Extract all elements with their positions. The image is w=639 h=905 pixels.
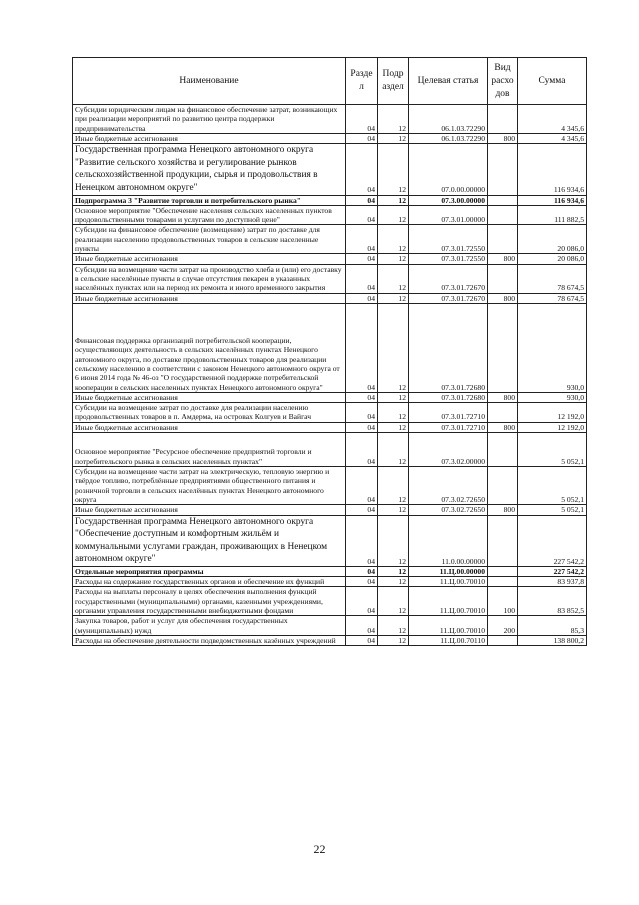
row-summa-cell: 5 052,1 [518, 505, 587, 515]
row-summa-cell: 5 052,1 [518, 433, 587, 467]
row-name-cell: Расходы на содержание государственных органов и обеспечение их функций [73, 577, 346, 587]
row-summa-cell: 83 852,5 [518, 587, 587, 616]
row-podrazdel-cell: 12 [378, 392, 409, 402]
row-vid-rashodov-cell [488, 303, 518, 392]
table-row [73, 505, 587, 515]
table-row [73, 635, 587, 645]
row-name-cell: Закупка товаров, работ и услуг для обеспечения государственных (муниципальных) нужд [73, 616, 346, 636]
row-razdel-cell: 04 [346, 105, 378, 134]
row-razdel-cell: 04 [346, 205, 378, 225]
row-podrazdel-cell: 12 [378, 225, 409, 254]
row-razdel-cell: 04 [346, 422, 378, 432]
row-podrazdel-cell: 12 [378, 293, 409, 303]
row-vid-rashodov-cell [488, 105, 518, 134]
row-summa-cell: 116 934,6 [518, 144, 587, 195]
row-summa-cell: 78 674,5 [518, 293, 587, 303]
table-row [73, 566, 587, 576]
row-name-cell: Иные бюджетные ассигнования [73, 133, 346, 143]
row-vid-rashodov-cell [488, 264, 518, 293]
table-row [73, 264, 587, 293]
row-razdel-cell: 04 [346, 264, 378, 293]
table-row [73, 433, 587, 467]
table-row [73, 392, 587, 402]
row-name-cell: Подпрограмма 3 "Развитие торговли и потребительского рынка" [73, 195, 346, 205]
row-razdel-cell: 04 [346, 433, 378, 467]
row-razdel-cell: 04 [346, 144, 378, 195]
table-row [73, 587, 587, 616]
table-header-row [73, 58, 587, 105]
row-summa-cell: 78 674,5 [518, 264, 587, 293]
row-razdel-cell: 04 [346, 587, 378, 616]
row-razdel-cell: 04 [346, 293, 378, 303]
row-vid-rashodov-cell [488, 467, 518, 505]
row-summa-cell: 227 542,2 [518, 566, 587, 576]
row-razdel-cell: 04 [346, 515, 378, 566]
row-name-cell: Расходы на обеспечение деятельности подведомственных казённых учреждений [73, 635, 346, 645]
row-name-cell: Иные бюджетные ассигнования [73, 293, 346, 303]
row-name-cell: Субсидии на возмещение части затрат на электрическую, тепловую энергию и твёрдое топливо, потреблённые предприятиями общественного питания и розничной торговли в сельских населённых пунктах Ненецкого автономного округа [73, 467, 346, 505]
row-razdel-cell: 04 [346, 225, 378, 254]
row-name-cell: Субсидии на финансовое обеспечение (возмещение) затрат по доставке для реализации населению продовольственных товаров в сельские населенные пункты [73, 225, 346, 254]
row-podrazdel-cell: 12 [378, 587, 409, 616]
table-row [73, 577, 587, 587]
row-podrazdel-cell: 12 [378, 422, 409, 432]
table-row [73, 254, 587, 264]
row-name-cell: Субсидии юридическим лицам на финансовое обеспечение затрат, возникающих при реализации мероприятий по развитию центра поддержки предпринимательства [73, 105, 346, 134]
table-row [73, 225, 587, 254]
row-razdel-cell: 04 [346, 403, 378, 423]
row-summa-cell: 5 052,1 [518, 467, 587, 505]
row-celevaya-statya-cell: 07.3.00.00000 [409, 195, 488, 205]
row-vid-rashodov-cell [488, 566, 518, 576]
row-podrazdel-cell: 12 [378, 205, 409, 225]
header-vid-rashodov: Вид расхо дов [488, 58, 518, 105]
row-vid-rashodov-cell: 200 [488, 616, 518, 636]
row-celevaya-statya-cell: 07.3.01.00000 [409, 205, 488, 225]
row-summa-cell: 227 542,2 [518, 515, 587, 566]
row-celevaya-statya-cell: 07.3.01.72710 [409, 422, 488, 432]
table-row [73, 205, 587, 225]
budget-table [72, 57, 587, 646]
row-summa-cell: 85,3 [518, 616, 587, 636]
row-razdel-cell: 04 [346, 566, 378, 576]
header-podrazdel: Подр аздел [378, 58, 409, 105]
row-podrazdel-cell: 12 [378, 616, 409, 636]
table-row [73, 303, 587, 392]
row-name-cell: Основное мероприятие "Ресурсное обеспечение предприятий торговли и потребительского рынка в сельских населенных пунктах" [73, 433, 346, 467]
row-podrazdel-cell: 12 [378, 303, 409, 392]
row-vid-rashodov-cell: 800 [488, 505, 518, 515]
row-celevaya-statya-cell: 11.0.00.00000 [409, 515, 488, 566]
row-podrazdel-cell: 12 [378, 403, 409, 423]
row-razdel-cell: 04 [346, 133, 378, 143]
row-podrazdel-cell: 12 [378, 433, 409, 467]
table-row [73, 293, 587, 303]
header-summa: Сумма [518, 58, 587, 105]
row-celevaya-statya-cell: 07.0.00.00000 [409, 144, 488, 195]
page-number: 22 [313, 842, 326, 856]
row-razdel-cell: 04 [346, 505, 378, 515]
row-podrazdel-cell: 12 [378, 467, 409, 505]
row-vid-rashodov-cell [488, 144, 518, 195]
row-vid-rashodov-cell [488, 403, 518, 423]
table-row [73, 403, 587, 423]
table-row [73, 422, 587, 432]
table-row [73, 467, 587, 505]
row-celevaya-statya-cell: 07.3.01.72670 [409, 264, 488, 293]
row-celevaya-statya-cell: 07.3.01.72550 [409, 254, 488, 264]
row-summa-cell: 930,0 [518, 392, 587, 402]
row-vid-rashodov-cell: 800 [488, 254, 518, 264]
row-podrazdel-cell: 12 [378, 264, 409, 293]
header-name: Наименование [73, 58, 346, 105]
row-name-cell: Государственная программа Ненецкого автономного округа "Развитие сельского хозяйства и регулирование рынков сельскохозяйственной продукции, сырья и продовольствия в Ненецком автономном округе" [73, 144, 346, 195]
table-row [73, 195, 587, 205]
row-vid-rashodov-cell [488, 635, 518, 645]
row-celevaya-statya-cell: 07.3.01.72670 [409, 293, 488, 303]
row-celevaya-statya-cell: 11.Ц.00.70010 [409, 577, 488, 587]
row-celevaya-statya-cell: 07.3.02.72650 [409, 467, 488, 505]
row-summa-cell: 20 086,0 [518, 225, 587, 254]
row-vid-rashodov-cell [488, 577, 518, 587]
row-razdel-cell: 04 [346, 254, 378, 264]
row-celevaya-statya-cell: 07.3.01.72710 [409, 403, 488, 423]
table-row [73, 105, 587, 134]
header-razdel: Разде л [346, 58, 378, 105]
row-name-cell: Иные бюджетные ассигнования [73, 254, 346, 264]
row-vid-rashodov-cell: 100 [488, 587, 518, 616]
row-celevaya-statya-cell: 07.3.01.72680 [409, 303, 488, 392]
row-summa-cell: 4 345,6 [518, 133, 587, 143]
row-name-cell: Иные бюджетные ассигнования [73, 505, 346, 515]
row-podrazdel-cell: 12 [378, 254, 409, 264]
row-name-cell: Финансовая поддержка организаций потребительской кооперации, осуществляющих деятельность в сельских населённых пунктах Ненецкого автономного округа, по доставке продовольственных товаров для реализации сельскому населению в соответствии с законом Ненецкого автономного округа от 6 июня 2014 года № 46-оз "О государственной поддержке потребительской кооперации в сельских населенных пунктах Ненецкого автономного округа" [73, 303, 346, 392]
row-celevaya-statya-cell: 11.Ц.00.70010 [409, 616, 488, 636]
row-summa-cell: 111 882,5 [518, 205, 587, 225]
table-row [73, 616, 587, 636]
row-celevaya-statya-cell: 07.3.01.72680 [409, 392, 488, 402]
row-vid-rashodov-cell: 800 [488, 133, 518, 143]
row-summa-cell: 83 937,8 [518, 577, 587, 587]
row-vid-rashodov-cell: 800 [488, 422, 518, 432]
row-podrazdel-cell: 12 [378, 144, 409, 195]
header-celevaya-statya: Целевая статья [409, 58, 488, 105]
row-celevaya-statya-cell: 07.3.02.72650 [409, 505, 488, 515]
row-summa-cell: 138 800,2 [518, 635, 587, 645]
row-celevaya-statya-cell: 06.1.03.72290 [409, 105, 488, 134]
row-vid-rashodov-cell [488, 515, 518, 566]
table-row [73, 133, 587, 143]
row-summa-cell: 12 192,0 [518, 422, 587, 432]
row-podrazdel-cell: 12 [378, 505, 409, 515]
row-vid-rashodov-cell [488, 225, 518, 254]
row-name-cell: Государственная программа Ненецкого автономного округа "Обеспечение доступным и комфортным жильём и коммунальными услугами граждан, проживающих в Ненецком автономном округе" [73, 515, 346, 566]
row-razdel-cell: 04 [346, 467, 378, 505]
row-name-cell: Отдельные мероприятия программы [73, 566, 346, 576]
row-name-cell: Иные бюджетные ассигнования [73, 392, 346, 402]
row-razdel-cell: 04 [346, 616, 378, 636]
row-celevaya-statya-cell: 06.1.03.72290 [409, 133, 488, 143]
row-vid-rashodov-cell: 800 [488, 293, 518, 303]
row-podrazdel-cell: 12 [378, 566, 409, 576]
row-podrazdel-cell: 12 [378, 133, 409, 143]
row-vid-rashodov-cell [488, 195, 518, 205]
row-razdel-cell: 04 [346, 392, 378, 402]
row-name-cell: Расходы на выплаты персоналу в целях обеспечения выполнения функций государственными (муниципальными) органами, казенными учреждениями, органами управления государственными внебюджетными фондами [73, 587, 346, 616]
row-celevaya-statya-cell: 11.Ц.00.70010 [409, 587, 488, 616]
row-podrazdel-cell: 12 [378, 635, 409, 645]
row-name-cell: Основное мероприятие "Обеспечение населения сельских населенных пунктов продовольственными товарами и услугами по доступной цене" [73, 205, 346, 225]
row-summa-cell: 20 086,0 [518, 254, 587, 264]
row-razdel-cell: 04 [346, 303, 378, 392]
row-podrazdel-cell: 12 [378, 515, 409, 566]
row-celevaya-statya-cell: 07.3.01.72550 [409, 225, 488, 254]
row-vid-rashodov-cell [488, 205, 518, 225]
row-summa-cell: 12 192,0 [518, 403, 587, 423]
row-celevaya-statya-cell: 11.Ц.00.70110 [409, 635, 488, 645]
table-row [73, 515, 587, 566]
table-row [73, 144, 587, 195]
row-podrazdel-cell: 12 [378, 195, 409, 205]
row-summa-cell: 930,0 [518, 303, 587, 392]
row-podrazdel-cell: 12 [378, 577, 409, 587]
row-razdel-cell: 04 [346, 195, 378, 205]
row-name-cell: Иные бюджетные ассигнования [73, 422, 346, 432]
row-razdel-cell: 04 [346, 635, 378, 645]
row-celevaya-statya-cell: 11.Ц.00.00000 [409, 566, 488, 576]
row-podrazdel-cell: 12 [378, 105, 409, 134]
row-summa-cell: 4 345,6 [518, 105, 587, 134]
row-name-cell: Субсидии на возмещение части затрат на производство хлеба и (или) его доставку в сельские населённые пункты в случае отсутствия пекарен в указанных населённых пунктах или на период их ремонта и иного временного закрытия [73, 264, 346, 293]
row-summa-cell: 116 934,6 [518, 195, 587, 205]
row-vid-rashodov-cell: 800 [488, 392, 518, 402]
row-vid-rashodov-cell [488, 433, 518, 467]
row-razdel-cell: 04 [346, 577, 378, 587]
row-name-cell: Субсидии на возмещение затрат по доставке для реализации населению продовольственных товаров в п. Амдерма, на островах Колгуев и Вайгач [73, 403, 346, 423]
row-celevaya-statya-cell: 07.3.02.00000 [409, 433, 488, 467]
